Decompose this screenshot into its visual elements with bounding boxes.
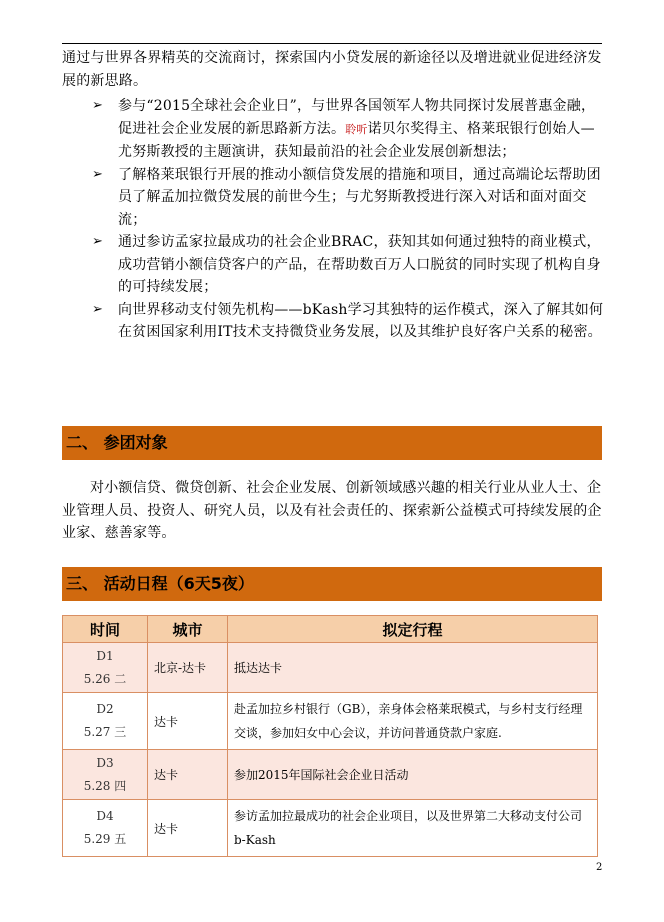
list-item-text: 向世界移动支付领先机构——bKash学习其独特的运作模式，深入了解其如何在贫困国家利用IT技术支持微贷业务发展，以及其维护良好客户关系的秘密。 [118,301,604,340]
schedule-table [62,615,598,857]
plan-cell: 参访孟加拉最成功的社会企业项目，以及世界第二大移动支付公司b-Kash [228,800,598,857]
table-row [63,693,598,750]
date-label: 5.28 四 [83,778,127,793]
header-rule [62,43,602,44]
table-row [63,800,598,857]
list-item-text-cont: 诺贝尔奖得主、格莱珉银行创始人—尤努斯教授的主题演讲，获知最前沿的社会企业发展创新想法； [118,120,595,160]
date-label: 5.29 五 [83,832,127,846]
list-item-text: 通过参访孟家拉最成功的社会企业BRAC，获知其如何通过独特的商业模式，成功营销小额信贷客户的产品，在帮助数百万人口脱贫的同时实现了机构自身的可持续发展； [118,234,601,295]
city-cell: 北京-达卡 [148,643,228,693]
city-cell: 达卡 [148,750,228,800]
arrow-bullet-icon: ➢ [92,234,104,249]
table-row [63,643,598,693]
page-number: 2 [596,862,603,873]
red-annotation: 聆听 [345,122,368,136]
day-label: D2 [96,702,114,716]
arrow-bullet-icon: ➢ [92,166,104,182]
table-header-row [63,616,598,643]
list-item [92,231,607,299]
column-header-time: 时间 [63,616,148,643]
day-cell [63,643,148,693]
date-label: 5.26 二 [83,671,127,686]
list-item-text: 了解格莱珉银行开展的推动小额信贷发展的措施和项目，通过高端论坛帮助团员了解孟加拉微贷发展的前世今生；与尤努斯教授进行深入对话和面对面交流； [118,166,601,228]
day-cell [63,800,148,857]
column-header-city: 城市 [148,616,228,643]
day-label: D4 [96,809,114,823]
objectives-list [92,95,607,344]
arrow-bullet-icon: ➢ [92,98,104,113]
day-label: D3 [96,755,114,770]
list-item [92,164,607,232]
intro-paragraph: 通过与世界各界精英的交流商讨，探索国内小贷发展的新途径以及增进就业促进经济发展的新思路。 [62,50,602,89]
plan-cell: 赴孟加拉乡村银行（GB），亲身体会格莱珉模式，与乡村支行经理交谈，参加妇女中心会议，并访问普通贷款户家庭. [228,693,598,750]
day-cell [63,693,148,750]
day-cell [63,750,148,800]
day-label: D1 [96,648,114,663]
list-item [92,299,607,344]
date-label: 5.27 三 [83,725,127,739]
column-header-plan: 拟定行程 [228,616,598,643]
city-cell: 达卡 [148,800,228,857]
section-heading-schedule: 三、 活动日程（6天5夜） [62,567,602,601]
plan-cell: 抵达达卡 [228,643,598,693]
list-item [92,95,607,164]
list-item-text: 参与“2015全球社会企业日”，与世界各国领军人物共同探讨发展普惠金融，促进社会企业发展的新思路新方法。 [118,98,596,137]
participants-paragraph: 对小额信贷、微贷创新、社会企业发展、创新领域感兴趣的相关行业从业人士、企业管理人员、投资人、研究人员，以及有社会责任的、探索新公益模式可持续发展的企业家、慈善家等。 [62,480,602,541]
table-row [63,750,598,800]
arrow-bullet-icon: ➢ [92,301,104,317]
city-cell: 达卡 [148,693,228,750]
plan-cell: 参加2015年国际社会企业日活动 [228,750,598,800]
section-heading-participants: 二、 参团对象 [62,426,602,460]
